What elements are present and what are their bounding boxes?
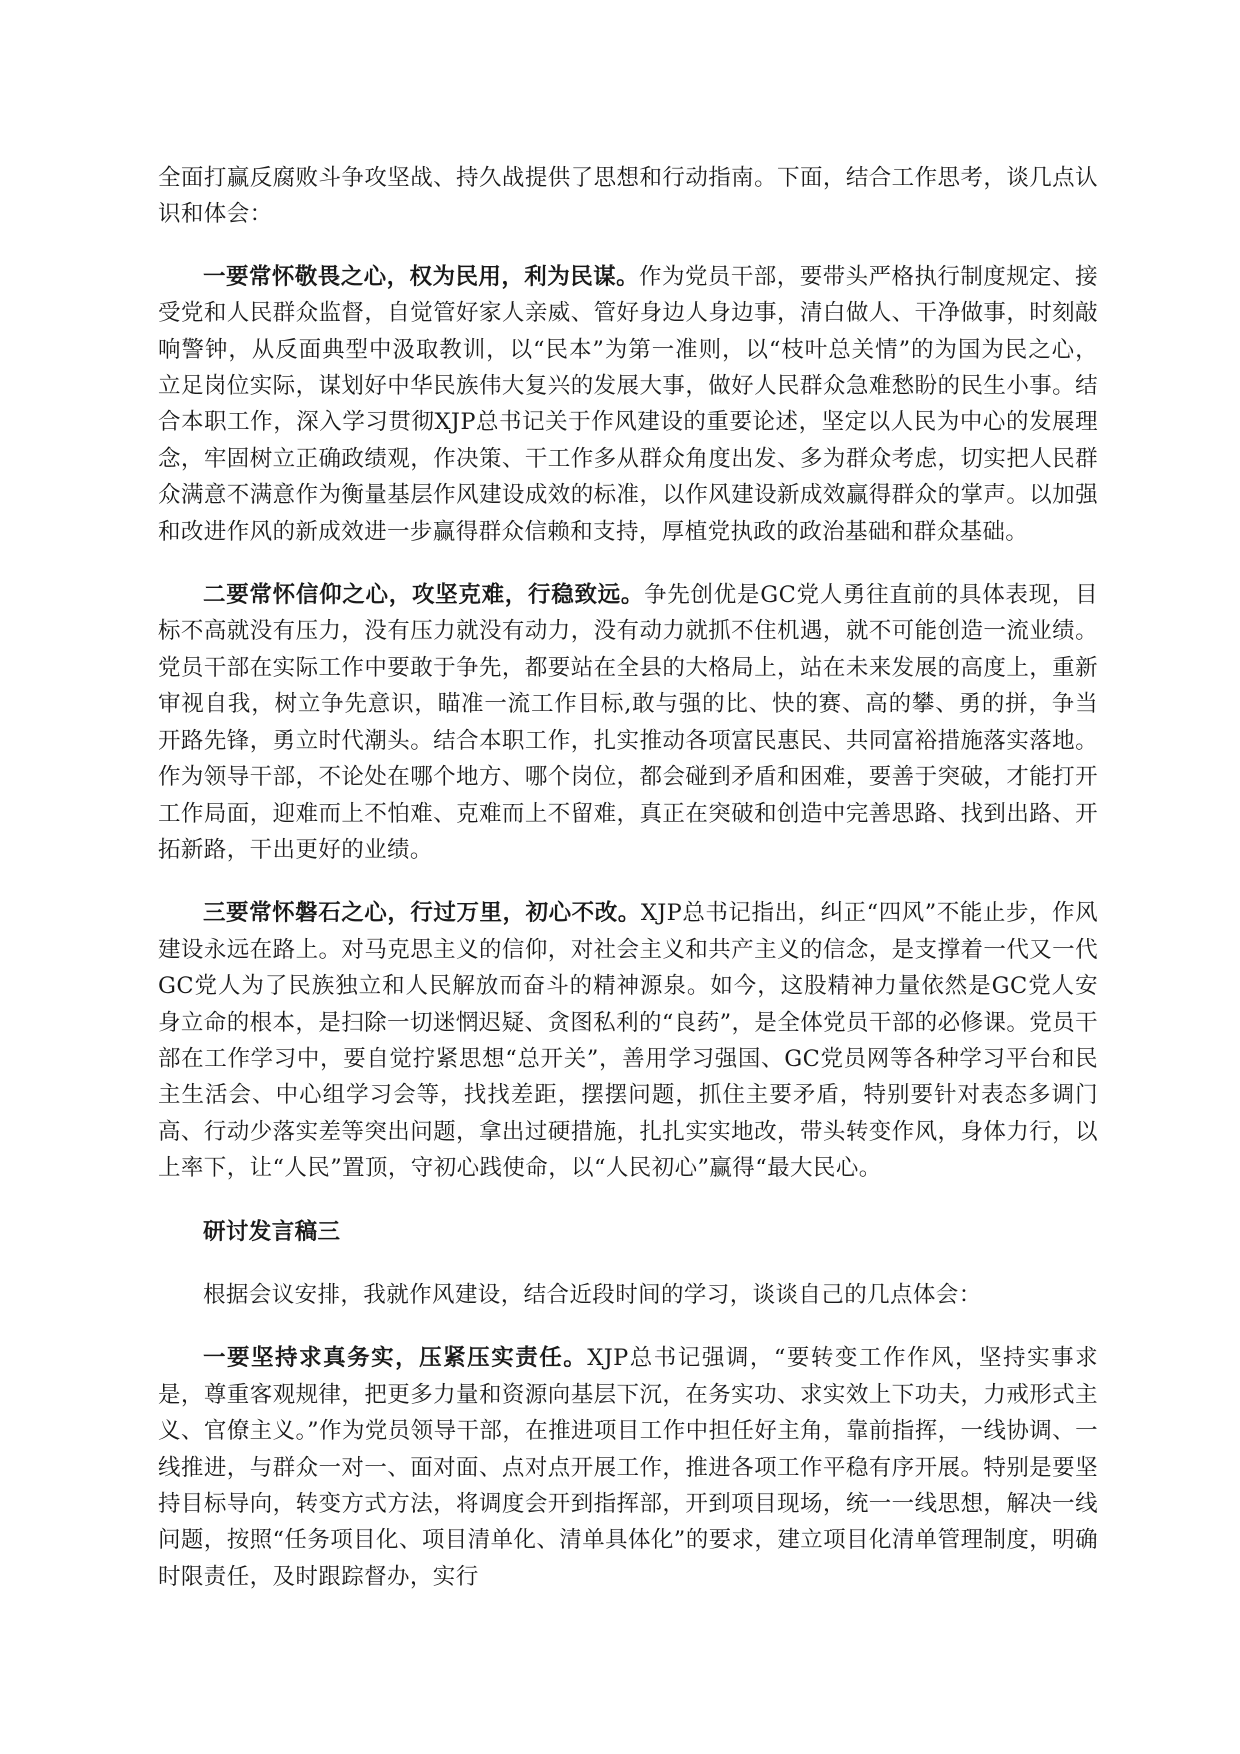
opening-paragraph: [158, 1277, 1098, 1313]
point-two-body: 争先创优是GC党人勇往直前的具体表现，目标不高就没有压力，没有压力就没有动力，没有动力就抓不住机遇，就不可能创造一流业绩。党员干部在实际工作中要敢于争先，都要站在全县的大格局上，站在未来发展的高度上，重新审视自我，树立争先意识，瞄准一流工作目标,敢与强的比、快的赛、高的攀、勇的拼，争当开路先锋，勇立时代潮头。结合本职工作，扎实推动各项富民惠民、共同富裕措施落实落地。作为领导干部，不论处在哪个地方、哪个岗位，都会碰到矛盾和困难，要善于突破，才能打开工作局面，迎难而上不怕难、克难而上不留难，真正在突破和创造中完善思路、找到出路、开拓新路，干出更好的业绩。: [158, 582, 1098, 863]
document-page: [158, 160, 1098, 1595]
intro-paragraph: [158, 160, 1098, 233]
opening-text: 根据会议安排，我就作风建设，结合近段时间的学习，谈谈自己的几点体会：: [203, 1281, 982, 1308]
point-three-lead: 三要常怀磐石之心，行过万里，初心不改。: [203, 900, 641, 927]
point-three-body: XJP总书记指出，纠正“四风”不能止步，作风建设永远在路上。对马克思主义的信仰，对社会主义和共产主义的信念，是支撑着一代又一代GC党人为了民族独立和人民解放而奋斗的精神源泉。如今，这股精神力量依然是GC党人安身立命的根本，是扫除一切迷惘迟疑、贪图私利的“良药”，是全体党员干部的必修课。党员干部在工作学习中，要自觉拧紧思想“总开关”，善用学习强国、GC党员网等各种学习平台和民主生活会、中心组学习会等，找找差距，摆摆问题，抓住主要矛盾，特别要针对表态多调门高、行动少落实差等突出问题，拿出过硬措施，扎扎实实地改，带头转变作风，身体力行，以上率下，让“人民”置顶，守初心践使命，以“人民初心”赢得“最大民心。: [158, 900, 1098, 1182]
section-title: 研讨发言稿三: [203, 1218, 341, 1245]
point-four-body: XJP总书记强调，“要转变工作作风，坚持实事求是，尊重客观规律，把更多力量和资源向基层下沉，在务实功、求实效上下功夫，力戒形式主义、官僚主义。”作为党员领导干部，在推进项目工作中担任好主角，靠前指挥，一线协调、一线推进，与群众一对一、面对面、点对点开展工作，推进各项工作平稳有序开展。特别是要坚持目标导向，转变方式方法，将调度会开到指挥部，开到项目现场，统一一线思想，解决一线问题，按照“任务项目化、项目清单化、清单具体化”的要求，建立项目化清单管理制度，明确时限责任，及时跟踪督办，实行: [158, 1345, 1098, 1590]
point-three-paragraph: [158, 895, 1098, 1186]
point-one-body: 作为党员干部，要带头严格执行制度规定、接受党和人民群众监督，自觉管好家人亲威、管好身边人身边事，清白做人、干净做事，时刻敲响警钟，从反面典型中汲取教训，以“民本”为第一准则，以“枝叶总关情”的为国为民之心，立足岗位实际，谋划好中华民族伟大复兴的发展大事，做好人民群众急难愁盼的民生小事。结合本职工作，深入学习贯彻XJP总书记关于作风建设的重要论述，坚定以人民为中心的发展理念，牢固树立正确政绩观，作决策、干工作多从群众角度出发、多为群众考虑，切实把人民群众满意不满意作为衡量基层作风建设成效的标准，以作风建设新成效赢得群众的掌声。以加强和改进作风的新成效进一步赢得群众信赖和支持，厚植党执政的政治基础和群众基础。: [158, 263, 1098, 545]
point-two-lead: 二要常怀信仰之心，攻坚克难，行稳致远。: [203, 582, 645, 609]
point-one-lead: 一要常怀敬畏之心，权为民用，利为民谋。: [203, 263, 640, 290]
point-one-paragraph: [158, 259, 1098, 550]
point-two-paragraph: [158, 577, 1098, 868]
point-four-paragraph: [158, 1340, 1098, 1595]
point-four-lead: 一要坚持求真务实，压紧压实责任。: [203, 1345, 588, 1372]
intro-text: 全面打赢反腐败斗争攻坚战、持久战提供了思想和行动指南。下面，结合工作思考，谈几点认识和体会：: [158, 165, 1098, 228]
